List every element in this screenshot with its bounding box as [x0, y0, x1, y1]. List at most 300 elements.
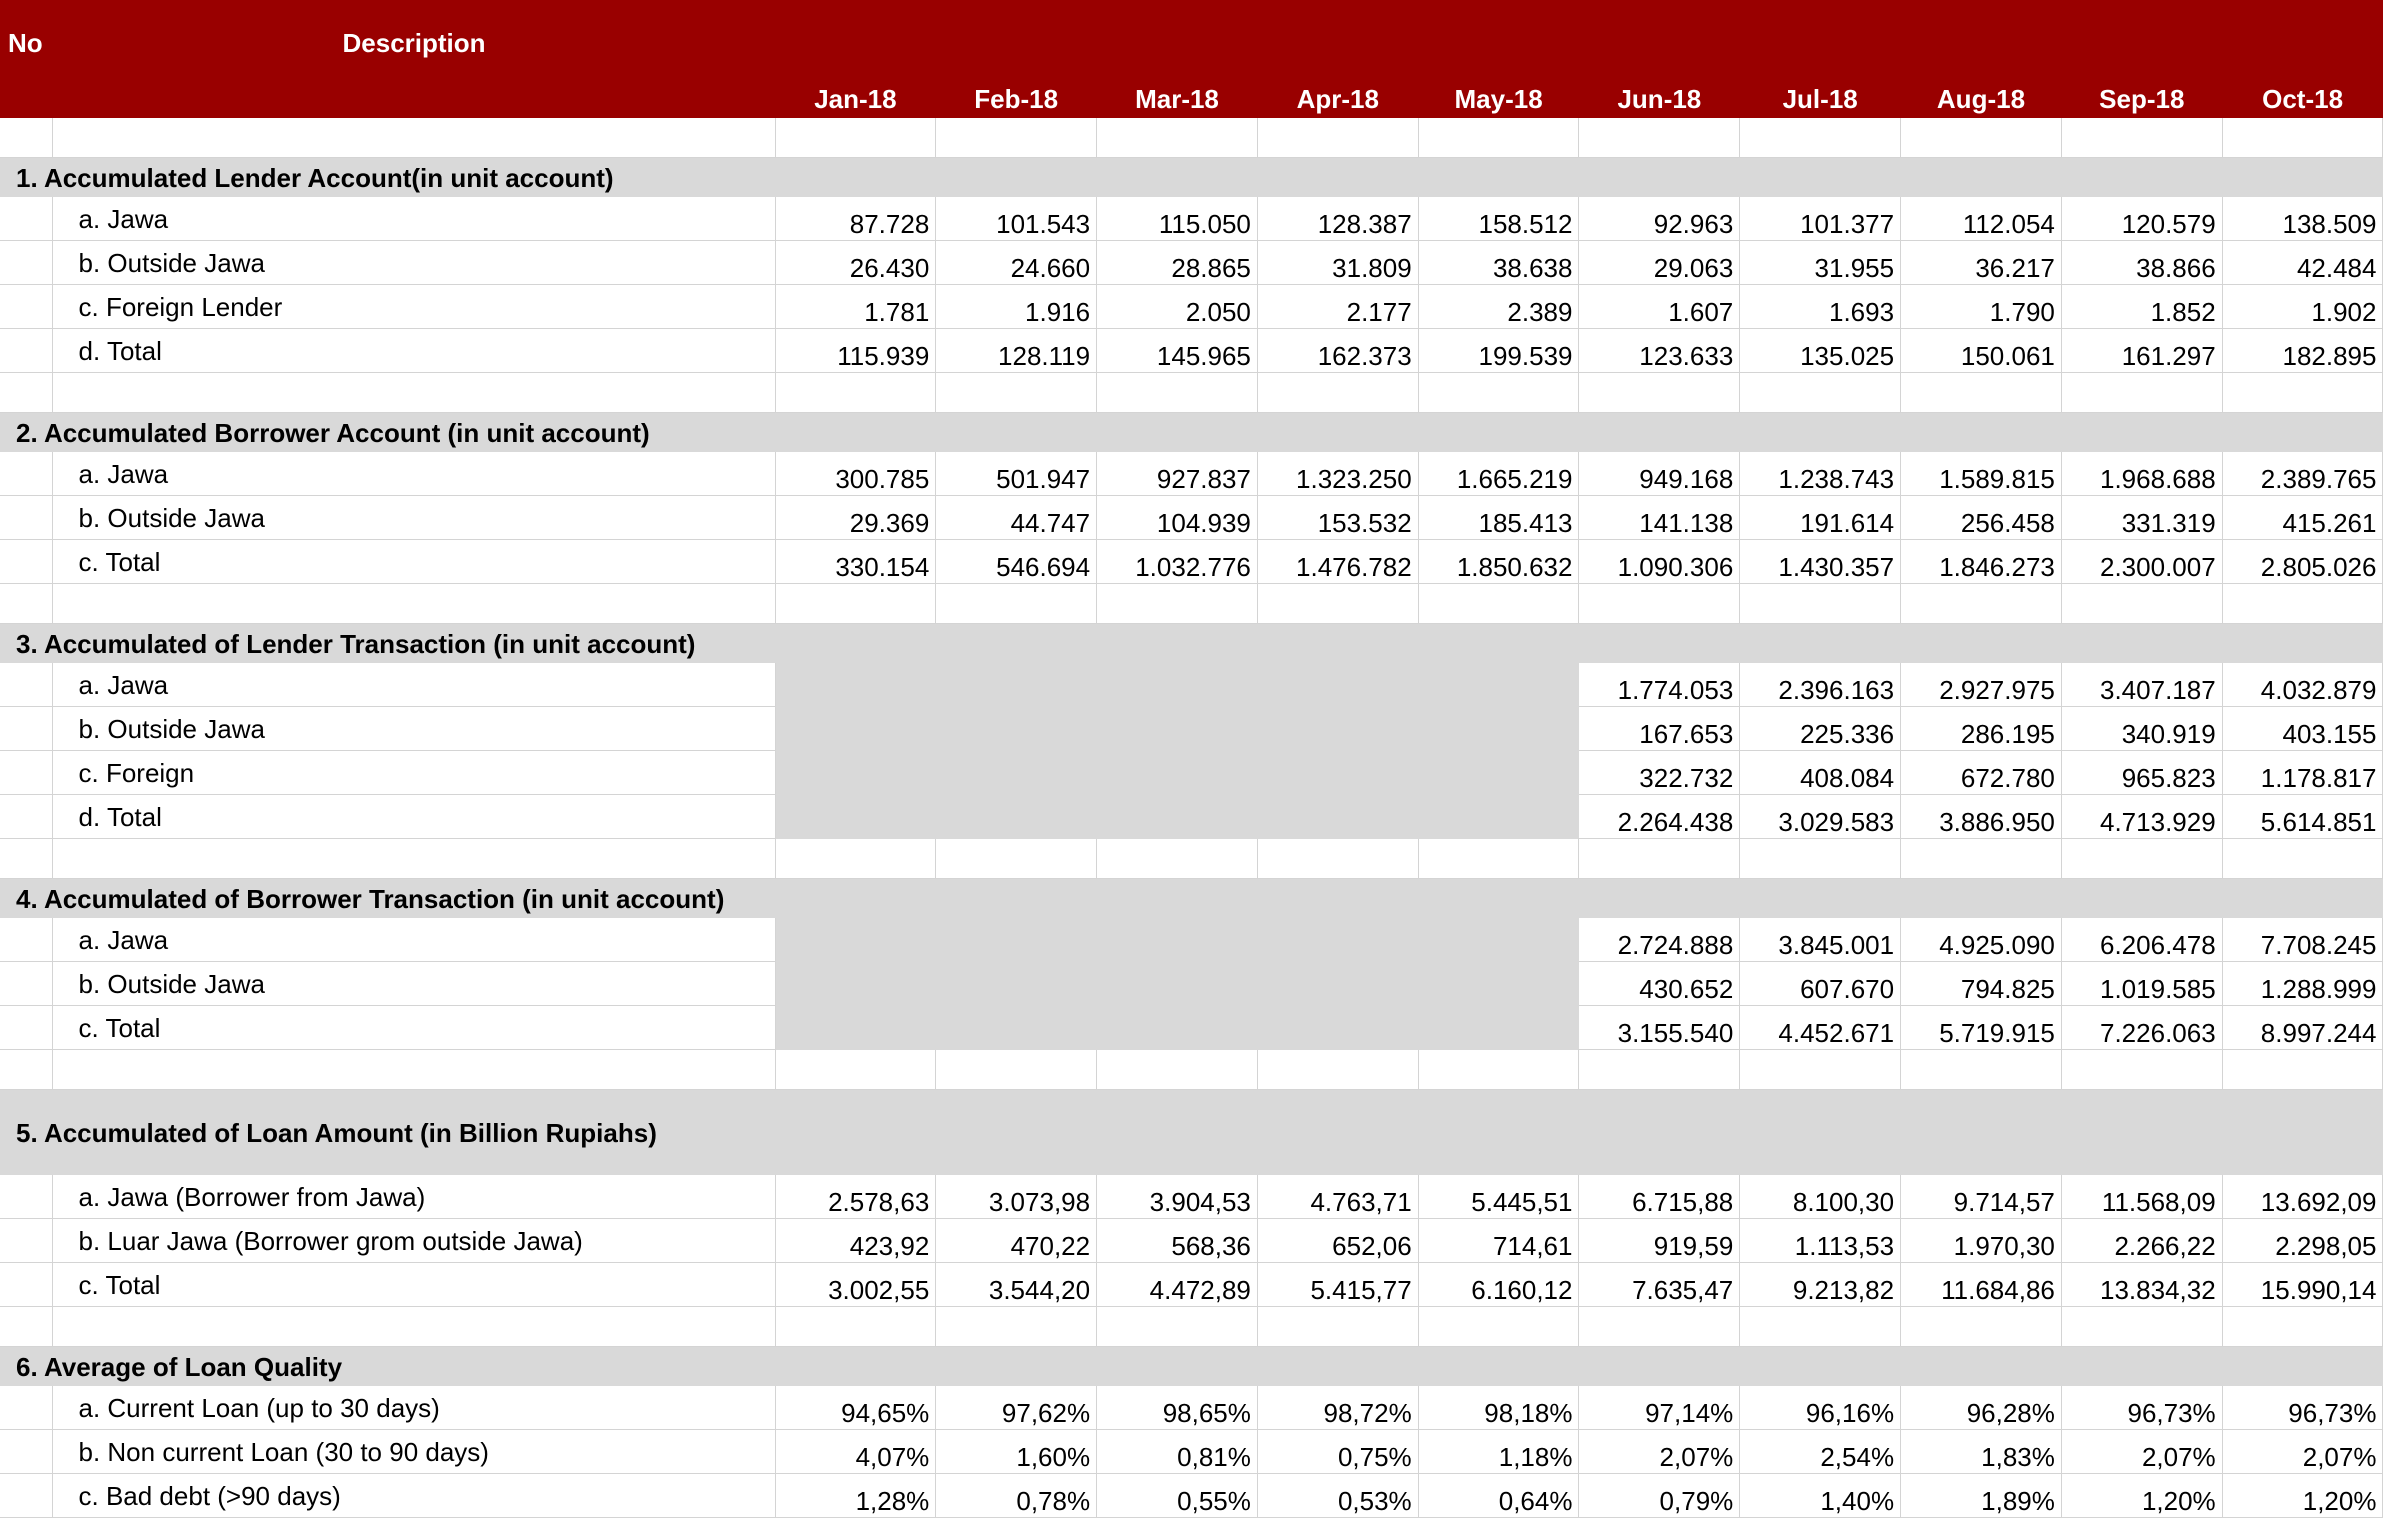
- empty-cell: [0, 1050, 52, 1090]
- empty-cell: [2061, 584, 2222, 624]
- value-cell: 98,72%: [1257, 1386, 1418, 1430]
- empty-cell: [2222, 584, 2383, 624]
- empty-cell: [1740, 1307, 1901, 1347]
- empty-cell: [1097, 1050, 1258, 1090]
- row-label: c. Foreign: [52, 751, 775, 795]
- value-cell: 38.638: [1418, 241, 1579, 285]
- section-header-row: [0, 1090, 2383, 1176]
- section-title: 5. Accumulated of Loan Amount (in Billion Rupiahs): [0, 1090, 2383, 1176]
- value-cell: 2.578,63: [775, 1175, 936, 1219]
- empty-cell: [52, 1050, 775, 1090]
- row-label: b. Outside Jawa: [52, 241, 775, 285]
- empty-cell: [2222, 1307, 2383, 1347]
- header-month: Apr-18: [1257, 0, 1418, 118]
- row-number-cell: [0, 663, 52, 707]
- empty-cell: [1418, 1307, 1579, 1347]
- empty-cell: [1418, 373, 1579, 413]
- value-cell: 1.032.776: [1097, 540, 1258, 584]
- empty-cell: [52, 373, 775, 413]
- value-cell: 3.002,55: [775, 1263, 936, 1307]
- value-cell: 1.019.585: [2061, 962, 2222, 1006]
- value-cell: 7.226.063: [2061, 1006, 2222, 1050]
- empty-cell: [1418, 118, 1579, 158]
- empty-cell: [1418, 1050, 1579, 1090]
- value-cell: 158.512: [1418, 197, 1579, 241]
- unavailable-data-block: [775, 918, 1579, 1050]
- value-cell: 331.319: [2061, 496, 2222, 540]
- row-number-cell: [0, 918, 52, 962]
- value-cell: 919,59: [1579, 1219, 1740, 1263]
- value-cell: 13.692,09: [2222, 1175, 2383, 1219]
- value-cell: 44.747: [936, 496, 1097, 540]
- value-cell: 1.238.743: [1740, 452, 1901, 496]
- value-cell: 161.297: [2061, 329, 2222, 373]
- empty-cell: [1579, 584, 1740, 624]
- row-label: a. Jawa (Borrower from Jawa): [52, 1175, 775, 1219]
- value-cell: 1.902: [2222, 285, 2383, 329]
- value-cell: 42.484: [2222, 241, 2383, 285]
- value-cell: 1.288.999: [2222, 962, 2383, 1006]
- empty-cell: [1418, 584, 1579, 624]
- value-cell: 546.694: [936, 540, 1097, 584]
- section-header-row: [0, 158, 2383, 198]
- value-cell: 1.589.815: [1901, 452, 2062, 496]
- value-cell: 1.178.817: [2222, 751, 2383, 795]
- empty-cell: [1579, 1050, 1740, 1090]
- empty-cell: [1740, 1050, 1901, 1090]
- row-number-cell: [0, 795, 52, 839]
- spacer-row: [0, 1050, 2383, 1090]
- value-cell: 0,55%: [1097, 1474, 1258, 1518]
- empty-cell: [1097, 839, 1258, 879]
- value-cell: 2.177: [1257, 285, 1418, 329]
- table-row: [0, 1386, 2383, 1430]
- empty-cell: [0, 839, 52, 879]
- empty-cell: [1901, 839, 2062, 879]
- empty-cell: [2222, 373, 2383, 413]
- table-header-row: [0, 0, 2383, 118]
- value-cell: 430.652: [1579, 962, 1740, 1006]
- row-label: a. Jawa: [52, 197, 775, 241]
- value-cell: 13.834,32: [2061, 1263, 2222, 1307]
- value-cell: 965.823: [2061, 751, 2222, 795]
- row-label: a. Jawa: [52, 452, 775, 496]
- row-number-cell: [0, 1219, 52, 1263]
- row-label: a. Jawa: [52, 918, 775, 962]
- header-month: Jun-18: [1579, 0, 1740, 118]
- empty-cell: [1901, 373, 2062, 413]
- empty-cell: [1579, 118, 1740, 158]
- value-cell: 1.607: [1579, 285, 1740, 329]
- row-number-cell: [0, 197, 52, 241]
- value-cell: 300.785: [775, 452, 936, 496]
- value-cell: 36.217: [1901, 241, 2062, 285]
- empty-cell: [0, 584, 52, 624]
- value-cell: 120.579: [2061, 197, 2222, 241]
- value-cell: 199.539: [1418, 329, 1579, 373]
- row-label: c. Foreign Lender: [52, 285, 775, 329]
- header-description: Description: [52, 0, 775, 118]
- empty-cell: [1257, 118, 1418, 158]
- empty-cell: [1418, 839, 1579, 879]
- section-header-row: [0, 879, 2383, 919]
- empty-cell: [775, 1050, 936, 1090]
- row-number-cell: [0, 1263, 52, 1307]
- table-row: [0, 496, 2383, 540]
- spacer-row: [0, 584, 2383, 624]
- value-cell: 5.415,77: [1257, 1263, 1418, 1307]
- empty-cell: [1740, 373, 1901, 413]
- value-cell: 1,60%: [936, 1430, 1097, 1474]
- empty-cell: [936, 584, 1097, 624]
- section-header-row: [0, 1347, 2383, 1387]
- value-cell: 1.693: [1740, 285, 1901, 329]
- value-cell: 128.387: [1257, 197, 1418, 241]
- value-cell: 3.904,53: [1097, 1175, 1258, 1219]
- table-row: [0, 918, 2383, 962]
- value-cell: 153.532: [1257, 496, 1418, 540]
- value-cell: 3.407.187: [2061, 663, 2222, 707]
- value-cell: 24.660: [936, 241, 1097, 285]
- empty-cell: [2222, 118, 2383, 158]
- value-cell: 286.195: [1901, 707, 2062, 751]
- value-cell: 150.061: [1901, 329, 2062, 373]
- empty-cell: [1097, 373, 1258, 413]
- value-cell: 1.968.688: [2061, 452, 2222, 496]
- value-cell: 1.113,53: [1740, 1219, 1901, 1263]
- value-cell: 408.084: [1740, 751, 1901, 795]
- value-cell: 98,65%: [1097, 1386, 1258, 1430]
- value-cell: 2.264.438: [1579, 795, 1740, 839]
- value-cell: 123.633: [1579, 329, 1740, 373]
- header-month: Jan-18: [775, 0, 936, 118]
- value-cell: 9.714,57: [1901, 1175, 2062, 1219]
- value-cell: 4.925.090: [1901, 918, 2062, 962]
- value-cell: 4.032.879: [2222, 663, 2383, 707]
- value-cell: 98,18%: [1418, 1386, 1579, 1430]
- value-cell: 1.790: [1901, 285, 2062, 329]
- value-cell: 2.724.888: [1579, 918, 1740, 962]
- value-cell: 2,07%: [1579, 1430, 1740, 1474]
- value-cell: 1.090.306: [1579, 540, 1740, 584]
- value-cell: 96,73%: [2061, 1386, 2222, 1430]
- value-cell: 9.213,82: [1740, 1263, 1901, 1307]
- header-month: Mar-18: [1097, 0, 1258, 118]
- value-cell: 31.809: [1257, 241, 1418, 285]
- value-cell: 470,22: [936, 1219, 1097, 1263]
- empty-cell: [1740, 839, 1901, 879]
- row-label: a. Jawa: [52, 663, 775, 707]
- row-number-cell: [0, 707, 52, 751]
- value-cell: 94,65%: [775, 1386, 936, 1430]
- row-label: c. Total: [52, 1263, 775, 1307]
- value-cell: 3.029.583: [1740, 795, 1901, 839]
- value-cell: 2.266,22: [2061, 1219, 2222, 1263]
- value-cell: 0,81%: [1097, 1430, 1258, 1474]
- empty-cell: [1257, 1050, 1418, 1090]
- empty-cell: [0, 118, 52, 158]
- empty-cell: [1579, 373, 1740, 413]
- table-row: [0, 1175, 2383, 1219]
- empty-cell: [775, 373, 936, 413]
- empty-cell: [0, 1307, 52, 1347]
- empty-cell: [775, 1307, 936, 1347]
- value-cell: 5.719.915: [1901, 1006, 2062, 1050]
- value-cell: 3.073,98: [936, 1175, 1097, 1219]
- row-number-cell: [0, 329, 52, 373]
- table-row: [0, 663, 2383, 707]
- empty-cell: [775, 584, 936, 624]
- row-number-cell: [0, 1474, 52, 1518]
- value-cell: 141.138: [1579, 496, 1740, 540]
- value-cell: 15.990,14: [2222, 1263, 2383, 1307]
- header-month: Sep-18: [2061, 0, 2222, 118]
- empty-cell: [775, 839, 936, 879]
- value-cell: 6.715,88: [1579, 1175, 1740, 1219]
- row-label: d. Total: [52, 795, 775, 839]
- value-cell: 0,53%: [1257, 1474, 1418, 1518]
- value-cell: 162.373: [1257, 329, 1418, 373]
- empty-cell: [1901, 118, 2062, 158]
- value-cell: 4.452.671: [1740, 1006, 1901, 1050]
- empty-cell: [1740, 118, 1901, 158]
- empty-cell: [1901, 584, 2062, 624]
- value-cell: 5.614.851: [2222, 795, 2383, 839]
- value-cell: 4.713.929: [2061, 795, 2222, 839]
- row-number-cell: [0, 285, 52, 329]
- value-cell: 0,64%: [1418, 1474, 1579, 1518]
- value-cell: 256.458: [1901, 496, 2062, 540]
- empty-cell: [2222, 839, 2383, 879]
- empty-cell: [936, 373, 1097, 413]
- value-cell: 128.119: [936, 329, 1097, 373]
- value-cell: 1,83%: [1901, 1430, 2062, 1474]
- value-cell: 2.927.975: [1901, 663, 2062, 707]
- value-cell: 1,18%: [1418, 1430, 1579, 1474]
- value-cell: 96,28%: [1901, 1386, 2062, 1430]
- empty-cell: [936, 839, 1097, 879]
- value-cell: 4.763,71: [1257, 1175, 1418, 1219]
- row-label: b. Outside Jawa: [52, 707, 775, 751]
- row-label: b. Luar Jawa (Borrower grom outside Jawa): [52, 1219, 775, 1263]
- empty-cell: [1740, 584, 1901, 624]
- value-cell: 3.544,20: [936, 1263, 1097, 1307]
- row-number-cell: [0, 1006, 52, 1050]
- section-title: 1. Accumulated Lender Account(in unit account): [0, 158, 2383, 198]
- empty-cell: [775, 118, 936, 158]
- row-label: a. Current Loan (up to 30 days): [52, 1386, 775, 1430]
- value-cell: 2.389.765: [2222, 452, 2383, 496]
- row-number-cell: [0, 241, 52, 285]
- value-cell: 2.300.007: [2061, 540, 2222, 584]
- row-number-cell: [0, 1386, 52, 1430]
- header-month: May-18: [1418, 0, 1579, 118]
- row-number-cell: [0, 540, 52, 584]
- section-title: 6. Average of Loan Quality: [0, 1347, 2383, 1387]
- value-cell: 652,06: [1257, 1219, 1418, 1263]
- row-number-cell: [0, 452, 52, 496]
- spacer-row: [0, 839, 2383, 879]
- value-cell: 672.780: [1901, 751, 2062, 795]
- value-cell: 26.430: [775, 241, 936, 285]
- empty-cell: [52, 118, 775, 158]
- empty-cell: [2061, 1307, 2222, 1347]
- value-cell: 96,73%: [2222, 1386, 2383, 1430]
- table-row: [0, 1430, 2383, 1474]
- value-cell: 1.774.053: [1579, 663, 1740, 707]
- unavailable-data-block: [775, 663, 1579, 839]
- header-month: Jul-18: [1740, 0, 1901, 118]
- value-cell: 7.635,47: [1579, 1263, 1740, 1307]
- section-title: 4. Accumulated of Borrower Transaction (in unit account): [0, 879, 2383, 919]
- value-cell: 568,36: [1097, 1219, 1258, 1263]
- value-cell: 1.476.782: [1257, 540, 1418, 584]
- value-cell: 1,40%: [1740, 1474, 1901, 1518]
- value-cell: 415.261: [2222, 496, 2383, 540]
- empty-cell: [936, 1307, 1097, 1347]
- value-cell: 4.472,89: [1097, 1263, 1258, 1307]
- value-cell: 115.939: [775, 329, 936, 373]
- empty-cell: [1579, 1307, 1740, 1347]
- value-cell: 0,78%: [936, 1474, 1097, 1518]
- empty-cell: [1097, 1307, 1258, 1347]
- value-cell: 97,14%: [1579, 1386, 1740, 1430]
- value-cell: 135.025: [1740, 329, 1901, 373]
- row-label: b. Outside Jawa: [52, 496, 775, 540]
- empty-cell: [1257, 839, 1418, 879]
- value-cell: 29.063: [1579, 241, 1740, 285]
- value-cell: 96,16%: [1740, 1386, 1901, 1430]
- value-cell: 1,89%: [1901, 1474, 2062, 1518]
- empty-cell: [2061, 1050, 2222, 1090]
- header-month: Feb-18: [936, 0, 1097, 118]
- row-number-cell: [0, 496, 52, 540]
- value-cell: 11.568,09: [2061, 1175, 2222, 1219]
- empty-cell: [2061, 839, 2222, 879]
- value-cell: 97,62%: [936, 1386, 1097, 1430]
- spacer-row: [0, 1307, 2383, 1347]
- value-cell: 403.155: [2222, 707, 2383, 751]
- value-cell: 8.100,30: [1740, 1175, 1901, 1219]
- value-cell: 31.955: [1740, 241, 1901, 285]
- value-cell: 1,20%: [2222, 1474, 2383, 1518]
- table-row: [0, 1263, 2383, 1307]
- value-cell: 2,07%: [2061, 1430, 2222, 1474]
- value-cell: 3.886.950: [1901, 795, 2062, 839]
- value-cell: 101.543: [936, 197, 1097, 241]
- value-cell: 1.323.250: [1257, 452, 1418, 496]
- value-cell: 2.396.163: [1740, 663, 1901, 707]
- empty-cell: [1901, 1307, 2062, 1347]
- empty-cell: [1257, 373, 1418, 413]
- value-cell: 112.054: [1901, 197, 2062, 241]
- row-number-cell: [0, 1430, 52, 1474]
- value-cell: 6.206.478: [2061, 918, 2222, 962]
- value-cell: 8.997.244: [2222, 1006, 2383, 1050]
- value-cell: 0,75%: [1257, 1430, 1418, 1474]
- value-cell: 167.653: [1579, 707, 1740, 751]
- value-cell: 28.865: [1097, 241, 1258, 285]
- value-cell: 38.866: [2061, 241, 2222, 285]
- table-row: [0, 452, 2383, 496]
- section-title: 2. Accumulated Borrower Account (in unit account): [0, 413, 2383, 453]
- header-month: Oct-18: [2222, 0, 2383, 118]
- empty-cell: [1257, 1307, 1418, 1347]
- value-cell: 115.050: [1097, 197, 1258, 241]
- spacer-row: [0, 373, 2383, 413]
- value-cell: 2.805.026: [2222, 540, 2383, 584]
- value-cell: 2.050: [1097, 285, 1258, 329]
- row-label: c. Bad debt (>90 days): [52, 1474, 775, 1518]
- value-cell: 138.509: [2222, 197, 2383, 241]
- value-cell: 5.445,51: [1418, 1175, 1579, 1219]
- table-body: [0, 118, 2383, 1518]
- value-cell: 714,61: [1418, 1219, 1579, 1263]
- value-cell: 1.781: [775, 285, 936, 329]
- table-row: [0, 285, 2383, 329]
- empty-cell: [2061, 373, 2222, 413]
- value-cell: 1,20%: [2061, 1474, 2222, 1518]
- value-cell: 1.850.632: [1418, 540, 1579, 584]
- table-row: [0, 540, 2383, 584]
- empty-cell: [1901, 1050, 2062, 1090]
- value-cell: 1.665.219: [1418, 452, 1579, 496]
- value-cell: 11.684,86: [1901, 1263, 2062, 1307]
- table-row: [0, 241, 2383, 285]
- empty-cell: [1257, 584, 1418, 624]
- value-cell: 101.377: [1740, 197, 1901, 241]
- value-cell: 3.155.540: [1579, 1006, 1740, 1050]
- empty-cell: [0, 373, 52, 413]
- empty-cell: [1097, 584, 1258, 624]
- empty-cell: [936, 118, 1097, 158]
- row-number-cell: [0, 1175, 52, 1219]
- row-label: b. Outside Jawa: [52, 962, 775, 1006]
- value-cell: 794.825: [1901, 962, 2062, 1006]
- empty-cell: [1579, 839, 1740, 879]
- section-header-row: [0, 413, 2383, 453]
- value-cell: 501.947: [936, 452, 1097, 496]
- value-cell: 3.845.001: [1740, 918, 1901, 962]
- empty-cell: [1097, 118, 1258, 158]
- empty-cell: [2061, 118, 2222, 158]
- value-cell: 1,28%: [775, 1474, 936, 1518]
- value-cell: 330.154: [775, 540, 936, 584]
- value-cell: 191.614: [1740, 496, 1901, 540]
- row-label: c. Total: [52, 1006, 775, 1050]
- value-cell: 949.168: [1579, 452, 1740, 496]
- value-cell: 1.852: [2061, 285, 2222, 329]
- row-number-cell: [0, 751, 52, 795]
- value-cell: 182.895: [2222, 329, 2383, 373]
- header-no: No: [0, 0, 52, 118]
- value-cell: 0,79%: [1579, 1474, 1740, 1518]
- row-label: d. Total: [52, 329, 775, 373]
- value-cell: 1.846.273: [1901, 540, 2062, 584]
- value-cell: 6.160,12: [1418, 1263, 1579, 1307]
- value-cell: 607.670: [1740, 962, 1901, 1006]
- table-row: [0, 1219, 2383, 1263]
- empty-cell: [52, 1307, 775, 1347]
- value-cell: 927.837: [1097, 452, 1258, 496]
- spacer-row: [0, 118, 2383, 158]
- row-number-cell: [0, 962, 52, 1006]
- value-cell: 2,54%: [1740, 1430, 1901, 1474]
- value-cell: 7.708.245: [2222, 918, 2383, 962]
- table-row: [0, 197, 2383, 241]
- empty-cell: [936, 1050, 1097, 1090]
- value-cell: 340.919: [2061, 707, 2222, 751]
